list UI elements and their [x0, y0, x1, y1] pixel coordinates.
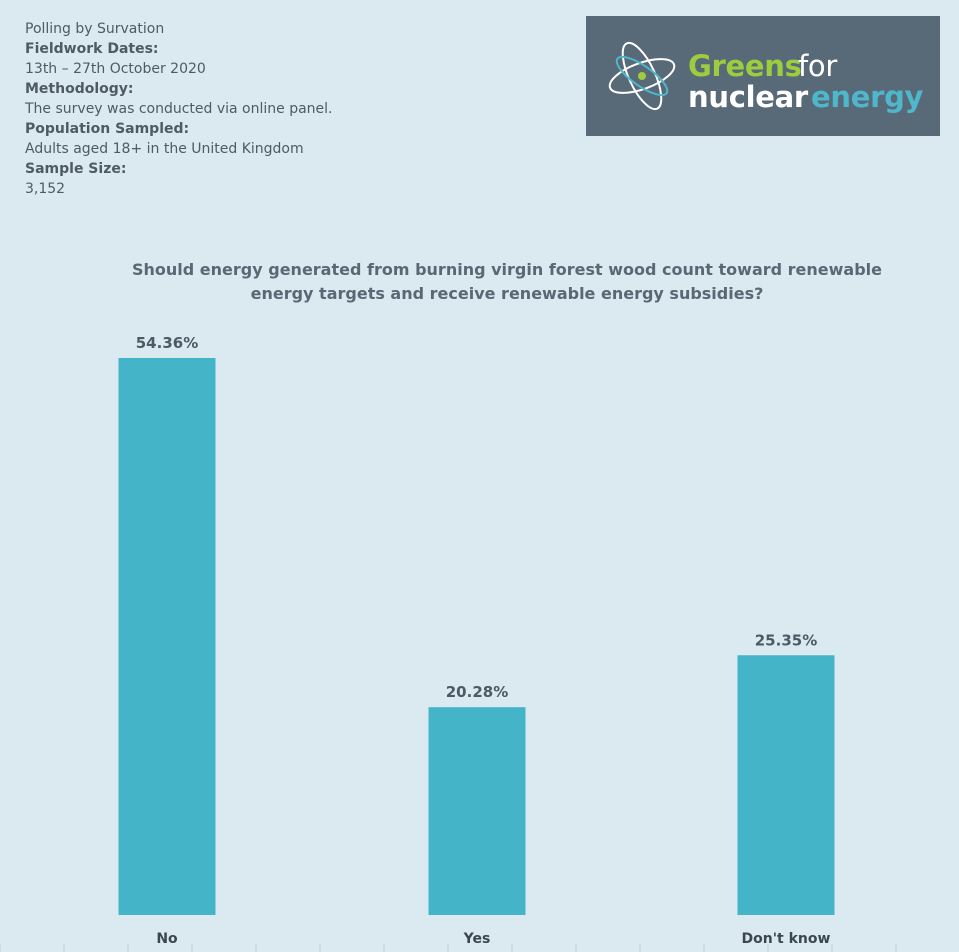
fieldwork-value: 13th – 27th October 2020: [25, 61, 206, 77]
bar-don-t-know: [738, 655, 835, 915]
value-label-yes: 20.28%: [445, 683, 509, 702]
sample-size-label: Sample Size:: [25, 161, 127, 177]
logo-word-energy: energy: [811, 80, 924, 114]
category-label-don-t-know: Don't know: [741, 931, 831, 947]
population-label: Population Sampled:: [25, 121, 190, 137]
value-label-no: 54.36%: [135, 334, 199, 352]
chart-title: Should energy generated from burning virgin forest wood count toward renewable energy targets and receive renewable energy subsidies?: [132, 260, 882, 303]
bars-group: [119, 334, 835, 947]
methodology-value: The survey was conducted via online panel.: [25, 101, 333, 117]
bar-yes: [429, 707, 526, 915]
category-label-no: No: [156, 931, 178, 947]
category-label-yes: Yes: [463, 931, 491, 947]
source-text: Polling by Survation: [25, 21, 165, 37]
methodology-label: Methodology:: [25, 81, 134, 97]
logo-word-nuclear: nuclear: [688, 80, 808, 114]
sample-size-value: 3,152: [25, 181, 66, 197]
bar-no: [119, 358, 216, 915]
population-value: Adults aged 18+ in the United Kingdom: [25, 141, 304, 157]
fieldwork-label: Fieldwork Dates:: [25, 41, 159, 57]
logo-word-for: for: [798, 49, 837, 83]
value-label-don-t-know: 25.35%: [754, 631, 818, 650]
logo-word-greens: Greens: [688, 49, 802, 83]
